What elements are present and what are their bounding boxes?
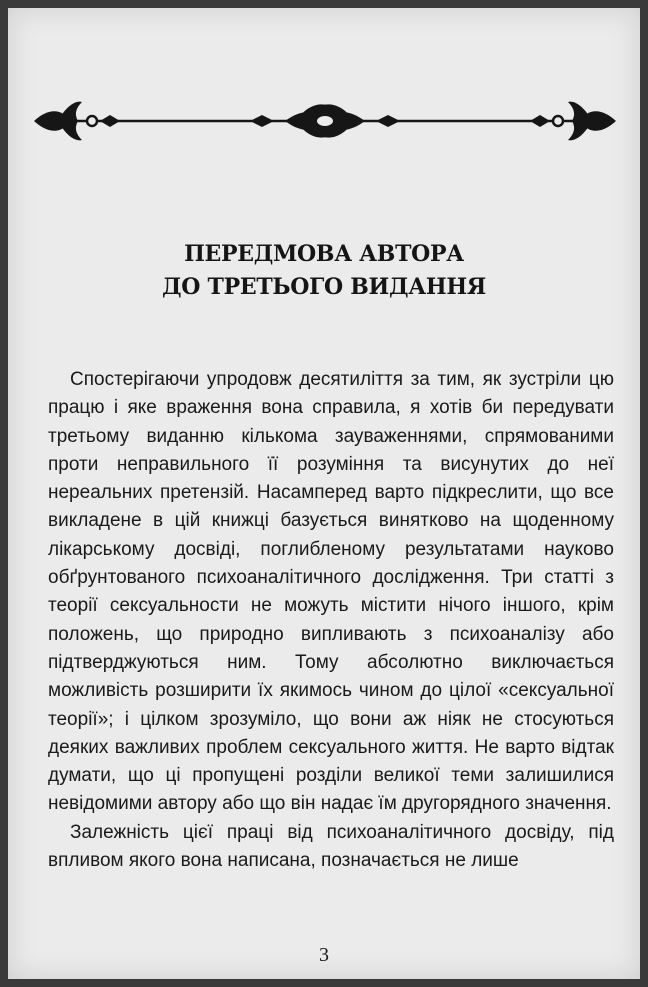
body-text [48,366,614,875]
paragraph-1: Спостерігаючи упродовж десятиліття за тим, як зустріли цю працю і яке враження вона справила, я хотів би передувати третьому виданню кількома зауваженнями, спрямованими проти неправильного її розуміння та висунутих до неї нереальних претензій. Насамперед варто підкреслити, що все викладене в цій книжці базується винятково на щоденному лікарському досвіді, поглибленому результатами науково обґрунтованого психоаналітичного дослідження. Три статті з теорії сексуальности не можуть містити нічого іншого, крім положень, що природно випливають з психоаналізу або підтверджуються ним. Тому абсолютно виключається можливість розширити їх якимось чином до цілої «сексуальної теорії»; і цілком зрозуміло, що вони аж ніяк не стосуються деяких важливих проблем сексуального життя. Не варто відтак думати, що ці пропущені розділи великої теми залишилися невідомими автору або що він надає їм другорядного значення. [48,369,614,815]
book-page [8,8,640,979]
title-line-1: ПЕРЕДМОВА АВТОРА [184,241,464,267]
decorative-flourish-icon [30,86,620,156]
title-line-2: ДО ТРЕТЬОГО ВИДАННЯ [162,274,486,300]
page-number: 3 [319,944,329,966]
page-title [8,238,640,304]
paragraph-2: Залежність цієї праці від психоаналітичного досвіду, під впливом якого вона написана, позначається не лише [48,821,614,872]
